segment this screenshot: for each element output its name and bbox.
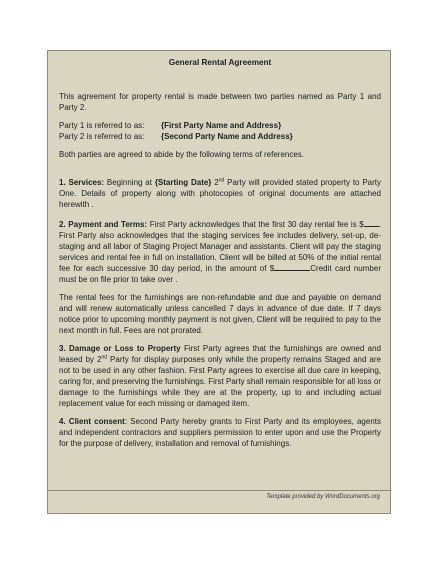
fee-blank [364,219,379,227]
footer-credit: Template provided by WordDocuments.org [266,494,380,500]
services-section [59,177,381,210]
party-1-row [59,120,381,131]
payment-text-c: Credit card number must be on file prior to take over . [59,264,381,284]
damage-section [59,343,381,409]
services-text-a: Beginning at [104,178,155,187]
starting-date: {Starting Date} [154,178,212,187]
party-references [59,120,381,142]
damage-sup: nd [101,354,108,361]
party-1-label: Party 1 is referred to as: [59,121,145,130]
footer-divider [48,490,390,491]
consent-heading: 4. Client consent [59,417,125,426]
party-2-value: {Second Party Name and Address} [161,132,293,141]
damage-heading: 3. Damage or Loss to Property [59,344,181,353]
services-text-b: Party will provided stated property to Party One. Details of property along with photocopies of original documents are attached herewith . [59,178,381,209]
consent-section [59,416,381,449]
services-sup: nd [218,177,225,184]
agreement-body [59,57,381,449]
damage-text-b: Party for display purposes only while the property remains Staged and are not to be used in any other fashion. First Party agrees to exercise all due care in keeping, caring for, and preserving the furnishings. First Party shall remain responsible for all loss or damage to the furnishings while they are at the property, up to and including actual replacement value for each missing or damaged item. [59,355,381,408]
payment-section [59,219,381,285]
payment-heading: 2. Payment and Terms: [59,220,148,229]
services-heading: 1. Services: [59,178,105,187]
amount-blank [274,263,310,271]
party-2-row [59,131,381,142]
page-title: General Rental Agreement [168,58,272,67]
abide-paragraph: Both parties are agreed to abide by the following terms of references. [59,150,305,159]
party-1-value: {First Party Name and Address} [161,121,282,130]
payment-text-a: First Party acknowledges that the first 30 day rental fee is $ [147,220,364,229]
party-2-label: Party 2 is referred to as: [59,132,145,141]
intro-paragraph: This agreement for property rental is made between two parties named as Party 1 and Party 2. [59,92,381,112]
payment-text-b: . First Party also acknowledges that the staging services fee includes delivery, set-up, de-staging and all labor of Staging Project Manager and assistants. Client will pay the staging services and rental fee in full on installation. Client will be billed at 50% of the initial rental fee for each successive 30 day period, in the amount of $ [59,220,381,273]
services-nd: 2 [214,178,219,187]
consent-text: : Second Party hereby grants to First Party and its employees, agents and independent contractors and suppliers permission to enter upon and use the Property for the purpose of delivery, installation and removal of furnishings. [59,417,382,448]
agreement-page [47,50,391,514]
damage-text-a: First Party agrees that the furnishings are owned and leased by 2 [59,344,382,364]
furnishings-paragraph: The rental fees for the furnishings are non-refundable and due and payable on demand and will renew automatically unless cancelled 7 days in advance of due date. If 7 days notice prior to upcoming monthly payment is not given, Client will be required to pay to the next month in full. Fees are not prorated. [59,293,381,335]
